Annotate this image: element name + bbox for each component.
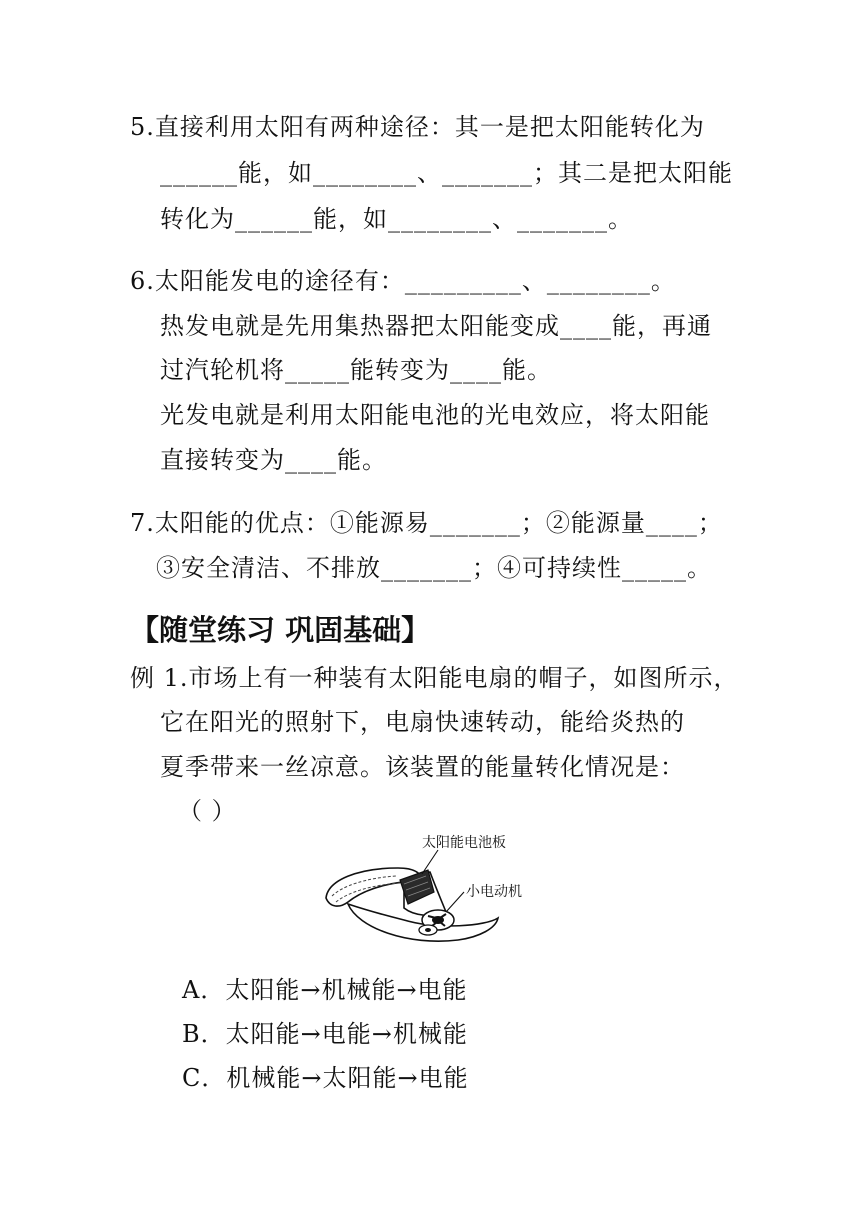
q7-line-1: 7.太阳能的优点：①能源易_______；②能源量____； xyxy=(130,509,723,537)
solar-panel-label: 太阳能电池板 xyxy=(422,835,506,851)
example1-line-3: 夏季带来一丝凉意。该装置的能量转化情况是： xyxy=(160,753,685,781)
q7-line-2: ③安全清洁、不排放_______；④可持续性_____。 xyxy=(156,554,712,582)
q5-line-3: 转化为______能，如________、_______。 xyxy=(160,205,633,233)
small-motor-label: 小电动机 xyxy=(466,884,522,900)
solar-hat-figure xyxy=(318,828,544,954)
example1-line-2: 它在阳光的照射下，电扇快速转动，能给炎热的 xyxy=(160,708,685,736)
option-c: C．机械能→太阳能→电能 xyxy=(182,1064,469,1092)
option-a: A．太阳能→机械能→电能 xyxy=(182,976,468,1004)
option-b: B．太阳能→电能→机械能 xyxy=(182,1020,468,1048)
q6-line-3: 过汽轮机将_____能转变为____能。 xyxy=(160,356,552,384)
example1-answer-blank: （ ） xyxy=(178,797,237,825)
q5-line-1: 5.直接利用太阳有两种途径：其一是把太阳能转化为 xyxy=(130,113,705,141)
section-heading: 【随堂练习 巩固基础】 xyxy=(130,613,431,647)
q6-line-4: 光发电就是利用太阳能电池的光电效应，将太阳能 xyxy=(160,401,710,429)
q6-line-5: 直接转变为____能。 xyxy=(160,446,387,474)
q6-line-1: 6.太阳能发电的途径有：_________、________。 xyxy=(130,267,676,295)
q6-line-2: 热发电就是先用集热器把太阳能变成____能，再通 xyxy=(160,312,712,340)
q5-line-2: ______能，如________、_______；其二是把太阳能 xyxy=(160,159,733,187)
example1-line-1: 例 1.市场上有一种装有太阳能电扇的帽子，如图所示， xyxy=(130,664,739,692)
